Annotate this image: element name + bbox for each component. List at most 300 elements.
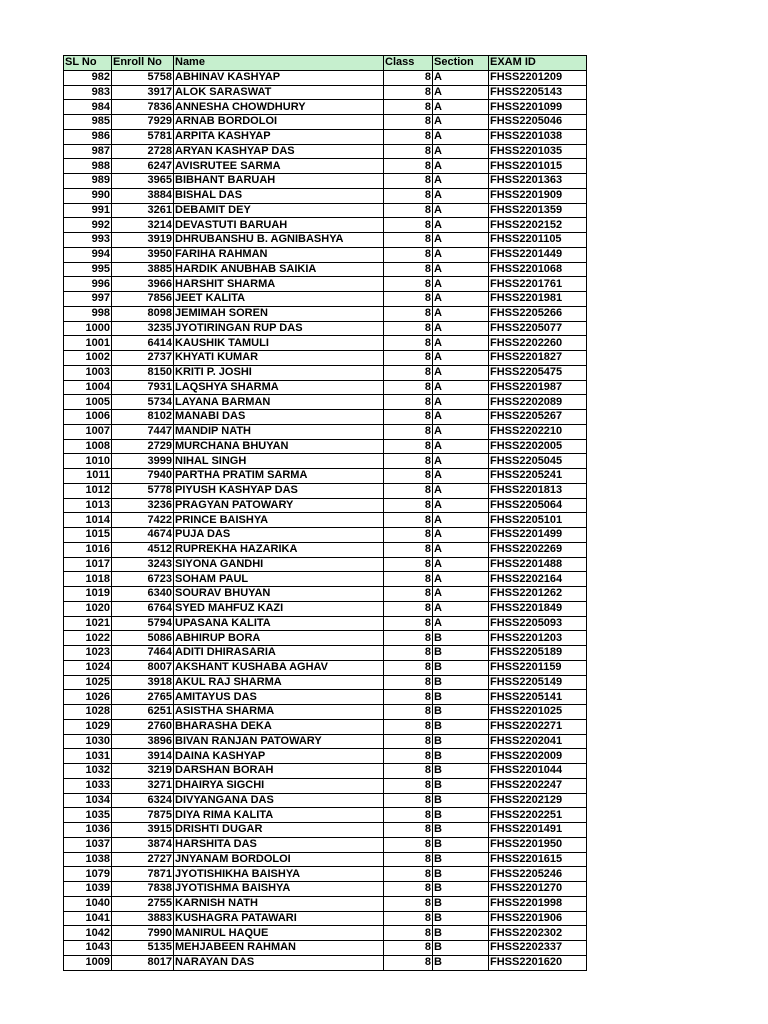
- cell-enroll-no: 5778: [112, 483, 174, 498]
- cell-class: 8: [384, 380, 433, 395]
- cell-exam-id: FHSS2201909: [489, 188, 587, 203]
- cell-sl-no: 1021: [64, 616, 112, 631]
- cell-exam-id: FHSS2201159: [489, 660, 587, 675]
- cell-class: 8: [384, 439, 433, 454]
- table-row: [64, 616, 587, 631]
- cell-section: A: [433, 100, 489, 115]
- cell-section: B: [433, 955, 489, 970]
- cell-name: DEVASTUTI BARUAH: [174, 218, 384, 233]
- cell-class: 8: [384, 188, 433, 203]
- cell-section: B: [433, 823, 489, 838]
- cell-section: B: [433, 793, 489, 808]
- table-row: [64, 572, 587, 587]
- cell-class: 8: [384, 469, 433, 484]
- cell-exam-id: FHSS2201209: [489, 70, 587, 85]
- cell-exam-id: FHSS2201987: [489, 380, 587, 395]
- cell-section: A: [433, 557, 489, 572]
- cell-name: UPASANA KALITA: [174, 616, 384, 631]
- cell-enroll-no: 5781: [112, 129, 174, 144]
- cell-section: B: [433, 852, 489, 867]
- cell-sl-no: 996: [64, 277, 112, 292]
- cell-section: A: [433, 292, 489, 307]
- cell-name: LAYANA BARMAN: [174, 395, 384, 410]
- cell-section: B: [433, 808, 489, 823]
- cell-section: A: [433, 601, 489, 616]
- cell-class: 8: [384, 233, 433, 248]
- cell-class: 8: [384, 100, 433, 115]
- cell-exam-id: FHSS2201105: [489, 233, 587, 248]
- cell-enroll-no: 3915: [112, 823, 174, 838]
- cell-exam-id: FHSS2201359: [489, 203, 587, 218]
- cell-name: MEHJABEEN RAHMAN: [174, 941, 384, 956]
- table-row: [64, 306, 587, 321]
- cell-section: B: [433, 705, 489, 720]
- table-row: [64, 955, 587, 970]
- table-row: [64, 764, 587, 779]
- cell-section: A: [433, 424, 489, 439]
- table-row: [64, 896, 587, 911]
- cell-enroll-no: 7929: [112, 115, 174, 130]
- cell-section: A: [433, 469, 489, 484]
- cell-sl-no: 1037: [64, 837, 112, 852]
- cell-enroll-no: 2728: [112, 144, 174, 159]
- cell-sl-no: 1018: [64, 572, 112, 587]
- cell-sl-no: 1035: [64, 808, 112, 823]
- cell-class: 8: [384, 823, 433, 838]
- cell-name: BIBHANT BARUAH: [174, 174, 384, 189]
- cell-exam-id: FHSS2205241: [489, 469, 587, 484]
- cell-sl-no: 1019: [64, 587, 112, 602]
- cell-exam-id: FHSS2201499: [489, 528, 587, 543]
- table-row: [64, 911, 587, 926]
- cell-name: JNYANAM BORDOLOI: [174, 852, 384, 867]
- table-row: [64, 70, 587, 85]
- cell-exam-id: FHSS2205064: [489, 498, 587, 513]
- table-row: [64, 926, 587, 941]
- table-row: [64, 513, 587, 528]
- table-row: [64, 498, 587, 513]
- table-row: [64, 115, 587, 130]
- cell-name: FARIHA RAHMAN: [174, 247, 384, 262]
- cell-section: B: [433, 778, 489, 793]
- table-row: [64, 129, 587, 144]
- cell-class: 8: [384, 115, 433, 130]
- cell-class: 8: [384, 483, 433, 498]
- cell-class: 8: [384, 247, 433, 262]
- table-row: [64, 262, 587, 277]
- cell-class: 8: [384, 203, 433, 218]
- cell-sl-no: 1031: [64, 749, 112, 764]
- cell-exam-id: FHSS2202302: [489, 926, 587, 941]
- cell-section: A: [433, 439, 489, 454]
- cell-class: 8: [384, 410, 433, 425]
- cell-section: A: [433, 159, 489, 174]
- cell-enroll-no: 4512: [112, 542, 174, 557]
- cell-sl-no: 1014: [64, 513, 112, 528]
- cell-name: DIYA RIMA KALITA: [174, 808, 384, 823]
- cell-exam-id: FHSS2201035: [489, 144, 587, 159]
- table-row: [64, 542, 587, 557]
- table-row: [64, 719, 587, 734]
- cell-enroll-no: 7875: [112, 808, 174, 823]
- cell-name: ARYAN KASHYAP DAS: [174, 144, 384, 159]
- cell-section: A: [433, 188, 489, 203]
- cell-class: 8: [384, 218, 433, 233]
- cell-sl-no: 1032: [64, 764, 112, 779]
- cell-exam-id: FHSS2205101: [489, 513, 587, 528]
- cell-class: 8: [384, 955, 433, 970]
- cell-class: 8: [384, 336, 433, 351]
- cell-name: BIVAN RANJAN PATOWARY: [174, 734, 384, 749]
- cell-enroll-no: 7838: [112, 882, 174, 897]
- cell-sl-no: 1023: [64, 646, 112, 661]
- cell-enroll-no: 7871: [112, 867, 174, 882]
- cell-class: 8: [384, 587, 433, 602]
- cell-section: B: [433, 867, 489, 882]
- cell-sl-no: 987: [64, 144, 112, 159]
- cell-name: DRISHTI DUGAR: [174, 823, 384, 838]
- cell-enroll-no: 2737: [112, 351, 174, 366]
- cell-section: A: [433, 616, 489, 631]
- table-row: [64, 734, 587, 749]
- cell-section: A: [433, 174, 489, 189]
- table-row: [64, 749, 587, 764]
- cell-exam-id: FHSS2205045: [489, 454, 587, 469]
- cell-class: 8: [384, 572, 433, 587]
- cell-class: 8: [384, 631, 433, 646]
- cell-section: A: [433, 572, 489, 587]
- cell-section: B: [433, 764, 489, 779]
- cell-name: JYOTISHMA BAISHYA: [174, 882, 384, 897]
- cell-enroll-no: 3874: [112, 837, 174, 852]
- table-row: [64, 646, 587, 661]
- cell-name: ARNAB BORDOLOI: [174, 115, 384, 130]
- cell-class: 8: [384, 719, 433, 734]
- cell-sl-no: 1007: [64, 424, 112, 439]
- cell-class: 8: [384, 513, 433, 528]
- cell-exam-id: FHSS2201827: [489, 351, 587, 366]
- cell-sl-no: 995: [64, 262, 112, 277]
- cell-enroll-no: 7836: [112, 100, 174, 115]
- table-row: [64, 174, 587, 189]
- table-row: [64, 587, 587, 602]
- cell-sl-no: 1040: [64, 896, 112, 911]
- cell-class: 8: [384, 793, 433, 808]
- cell-class: 8: [384, 277, 433, 292]
- cell-enroll-no: 6247: [112, 159, 174, 174]
- cell-exam-id: FHSS2201038: [489, 129, 587, 144]
- cell-enroll-no: 5794: [112, 616, 174, 631]
- cell-name: AMITAYUS DAS: [174, 690, 384, 705]
- table-row: [64, 454, 587, 469]
- cell-sl-no: 1034: [64, 793, 112, 808]
- cell-section: B: [433, 926, 489, 941]
- cell-exam-id: FHSS2202247: [489, 778, 587, 793]
- cell-name: HARDIK ANUBHAB SAIKIA: [174, 262, 384, 277]
- table-row: [64, 483, 587, 498]
- cell-sl-no: 1010: [64, 454, 112, 469]
- table-row: [64, 424, 587, 439]
- cell-enroll-no: 5086: [112, 631, 174, 646]
- cell-name: AKUL RAJ SHARMA: [174, 675, 384, 690]
- cell-sl-no: 1043: [64, 941, 112, 956]
- cell-enroll-no: 3999: [112, 454, 174, 469]
- cell-enroll-no: 6723: [112, 572, 174, 587]
- cell-class: 8: [384, 321, 433, 336]
- cell-class: 8: [384, 867, 433, 882]
- cell-enroll-no: 5734: [112, 395, 174, 410]
- cell-exam-id: FHSS2202041: [489, 734, 587, 749]
- cell-enroll-no: 6340: [112, 587, 174, 602]
- cell-section: A: [433, 218, 489, 233]
- cell-class: 8: [384, 764, 433, 779]
- cell-exam-id: FHSS2205266: [489, 306, 587, 321]
- cell-name: NARAYAN DAS: [174, 955, 384, 970]
- cell-section: A: [433, 321, 489, 336]
- cell-name: SOURAV BHUYAN: [174, 587, 384, 602]
- cell-name: DAINA KASHYAP: [174, 749, 384, 764]
- cell-section: A: [433, 483, 489, 498]
- header-section: Section: [433, 56, 489, 71]
- cell-name: DIVYANGANA DAS: [174, 793, 384, 808]
- table-row: [64, 85, 587, 100]
- cell-sl-no: 1028: [64, 705, 112, 720]
- cell-exam-id: FHSS2202260: [489, 336, 587, 351]
- header-name: Name: [174, 56, 384, 71]
- cell-enroll-no: 8017: [112, 955, 174, 970]
- cell-exam-id: FHSS2201203: [489, 631, 587, 646]
- cell-sl-no: 1030: [64, 734, 112, 749]
- table-row: [64, 793, 587, 808]
- cell-section: A: [433, 380, 489, 395]
- cell-class: 8: [384, 174, 433, 189]
- cell-name: JYOTISHIKHA BAISHYA: [174, 867, 384, 882]
- cell-sl-no: 1022: [64, 631, 112, 646]
- table-row: [64, 528, 587, 543]
- table-row: [64, 675, 587, 690]
- cell-name: ABHINAV KASHYAP: [174, 70, 384, 85]
- cell-name: HARSHIT SHARMA: [174, 277, 384, 292]
- cell-sl-no: 1006: [64, 410, 112, 425]
- cell-name: NIHAL SINGH: [174, 454, 384, 469]
- table-row: [64, 867, 587, 882]
- cell-sl-no: 1009: [64, 955, 112, 970]
- cell-exam-id: FHSS2201044: [489, 764, 587, 779]
- cell-name: SOHAM PAUL: [174, 572, 384, 587]
- cell-section: A: [433, 542, 489, 557]
- cell-exam-id: FHSS2201488: [489, 557, 587, 572]
- cell-name: AKSHANT KUSHABA AGHAV: [174, 660, 384, 675]
- cell-name: PARTHA PRATIM SARMA: [174, 469, 384, 484]
- table-row: [64, 188, 587, 203]
- cell-exam-id: FHSS2205143: [489, 85, 587, 100]
- table-row: [64, 882, 587, 897]
- cell-enroll-no: 3235: [112, 321, 174, 336]
- cell-sl-no: 1020: [64, 601, 112, 616]
- table-row: [64, 469, 587, 484]
- cell-name: KUSHAGRA PATAWARI: [174, 911, 384, 926]
- header-row: [64, 56, 587, 71]
- cell-sl-no: 985: [64, 115, 112, 130]
- cell-section: A: [433, 144, 489, 159]
- cell-class: 8: [384, 129, 433, 144]
- cell-sl-no: 1036: [64, 823, 112, 838]
- table-row: [64, 159, 587, 174]
- cell-sl-no: 1002: [64, 351, 112, 366]
- cell-exam-id: FHSS2201363: [489, 174, 587, 189]
- cell-exam-id: FHSS2201906: [489, 911, 587, 926]
- cell-name: DARSHAN BORAH: [174, 764, 384, 779]
- cell-sl-no: 1004: [64, 380, 112, 395]
- cell-exam-id: FHSS2202210: [489, 424, 587, 439]
- table-row: [64, 660, 587, 675]
- cell-name: SIYONA GANDHI: [174, 557, 384, 572]
- cell-class: 8: [384, 262, 433, 277]
- cell-exam-id: FHSS2201981: [489, 292, 587, 307]
- table-row: [64, 557, 587, 572]
- cell-section: A: [433, 454, 489, 469]
- cell-name: HARSHITA DAS: [174, 837, 384, 852]
- cell-section: B: [433, 941, 489, 956]
- cell-name: PRINCE BAISHYA: [174, 513, 384, 528]
- cell-sl-no: 982: [64, 70, 112, 85]
- table-row: [64, 351, 587, 366]
- cell-name: BHARASHA DEKA: [174, 719, 384, 734]
- cell-name: KARNISH NATH: [174, 896, 384, 911]
- table-row: [64, 631, 587, 646]
- cell-sl-no: 1029: [64, 719, 112, 734]
- cell-enroll-no: 3885: [112, 262, 174, 277]
- cell-name: ABHIRUP BORA: [174, 631, 384, 646]
- cell-name: ASISTHA SHARMA: [174, 705, 384, 720]
- cell-enroll-no: 2760: [112, 719, 174, 734]
- cell-enroll-no: 8102: [112, 410, 174, 425]
- cell-sl-no: 988: [64, 159, 112, 174]
- cell-class: 8: [384, 454, 433, 469]
- cell-exam-id: FHSS2201998: [489, 896, 587, 911]
- cell-section: A: [433, 277, 489, 292]
- cell-class: 8: [384, 306, 433, 321]
- table-row: [64, 277, 587, 292]
- cell-class: 8: [384, 601, 433, 616]
- cell-sl-no: 998: [64, 306, 112, 321]
- cell-class: 8: [384, 351, 433, 366]
- cell-class: 8: [384, 159, 433, 174]
- cell-sl-no: 1000: [64, 321, 112, 336]
- cell-section: B: [433, 837, 489, 852]
- cell-exam-id: FHSS2205475: [489, 365, 587, 380]
- cell-enroll-no: 2727: [112, 852, 174, 867]
- cell-sl-no: 1001: [64, 336, 112, 351]
- header-exam-id: EXAM ID: [489, 56, 587, 71]
- cell-enroll-no: 7940: [112, 469, 174, 484]
- cell-exam-id: FHSS2202129: [489, 793, 587, 808]
- cell-enroll-no: 2729: [112, 439, 174, 454]
- table-row: [64, 365, 587, 380]
- cell-sl-no: 1042: [64, 926, 112, 941]
- cell-class: 8: [384, 395, 433, 410]
- cell-enroll-no: 3261: [112, 203, 174, 218]
- table-row: [64, 218, 587, 233]
- cell-enroll-no: 7990: [112, 926, 174, 941]
- cell-name: ALOK SARASWAT: [174, 85, 384, 100]
- cell-class: 8: [384, 778, 433, 793]
- cell-enroll-no: 3271: [112, 778, 174, 793]
- cell-class: 8: [384, 911, 433, 926]
- cell-enroll-no: 3966: [112, 277, 174, 292]
- table-row: [64, 233, 587, 248]
- cell-sl-no: 1033: [64, 778, 112, 793]
- cell-section: A: [433, 262, 489, 277]
- cell-enroll-no: 3236: [112, 498, 174, 513]
- cell-class: 8: [384, 528, 433, 543]
- cell-exam-id: FHSS2202337: [489, 941, 587, 956]
- cell-exam-id: FHSS2201449: [489, 247, 587, 262]
- cell-enroll-no: 5135: [112, 941, 174, 956]
- cell-exam-id: FHSS2201025: [489, 705, 587, 720]
- cell-class: 8: [384, 646, 433, 661]
- table-row: [64, 439, 587, 454]
- cell-class: 8: [384, 941, 433, 956]
- cell-name: DEBAMIT DEY: [174, 203, 384, 218]
- cell-exam-id: FHSS2205149: [489, 675, 587, 690]
- cell-enroll-no: 3883: [112, 911, 174, 926]
- cell-sl-no: 986: [64, 129, 112, 144]
- cell-enroll-no: 8007: [112, 660, 174, 675]
- cell-exam-id: FHSS2201491: [489, 823, 587, 838]
- table-row: [64, 941, 587, 956]
- cell-name: ADITI DHIRASARIA: [174, 646, 384, 661]
- cell-section: A: [433, 336, 489, 351]
- cell-section: A: [433, 203, 489, 218]
- table-row: [64, 852, 587, 867]
- cell-enroll-no: 3219: [112, 764, 174, 779]
- table-row: [64, 203, 587, 218]
- cell-exam-id: FHSS2201761: [489, 277, 587, 292]
- cell-section: A: [433, 129, 489, 144]
- cell-exam-id: FHSS2202089: [489, 395, 587, 410]
- cell-class: 8: [384, 896, 433, 911]
- cell-enroll-no: 3917: [112, 85, 174, 100]
- cell-exam-id: FHSS2201950: [489, 837, 587, 852]
- cell-sl-no: 1041: [64, 911, 112, 926]
- cell-class: 8: [384, 690, 433, 705]
- cell-enroll-no: 8098: [112, 306, 174, 321]
- cell-enroll-no: 7464: [112, 646, 174, 661]
- cell-exam-id: FHSS2205141: [489, 690, 587, 705]
- cell-sl-no: 1008: [64, 439, 112, 454]
- cell-section: A: [433, 498, 489, 513]
- cell-exam-id: FHSS2201270: [489, 882, 587, 897]
- cell-class: 8: [384, 882, 433, 897]
- cell-exam-id: FHSS2205246: [489, 867, 587, 882]
- cell-name: ARPITA KASHYAP: [174, 129, 384, 144]
- table-row: [64, 778, 587, 793]
- cell-name: MURCHANA BHUYAN: [174, 439, 384, 454]
- cell-sl-no: 1017: [64, 557, 112, 572]
- cell-enroll-no: 7422: [112, 513, 174, 528]
- cell-sl-no: 1011: [64, 469, 112, 484]
- table-row: [64, 823, 587, 838]
- cell-name: DHAIRYA SIGCHI: [174, 778, 384, 793]
- cell-section: B: [433, 882, 489, 897]
- cell-name: PIYUSH KASHYAP DAS: [174, 483, 384, 498]
- cell-section: B: [433, 749, 489, 764]
- cell-exam-id: FHSS2202164: [489, 572, 587, 587]
- cell-enroll-no: 3896: [112, 734, 174, 749]
- cell-enroll-no: 3950: [112, 247, 174, 262]
- cell-class: 8: [384, 424, 433, 439]
